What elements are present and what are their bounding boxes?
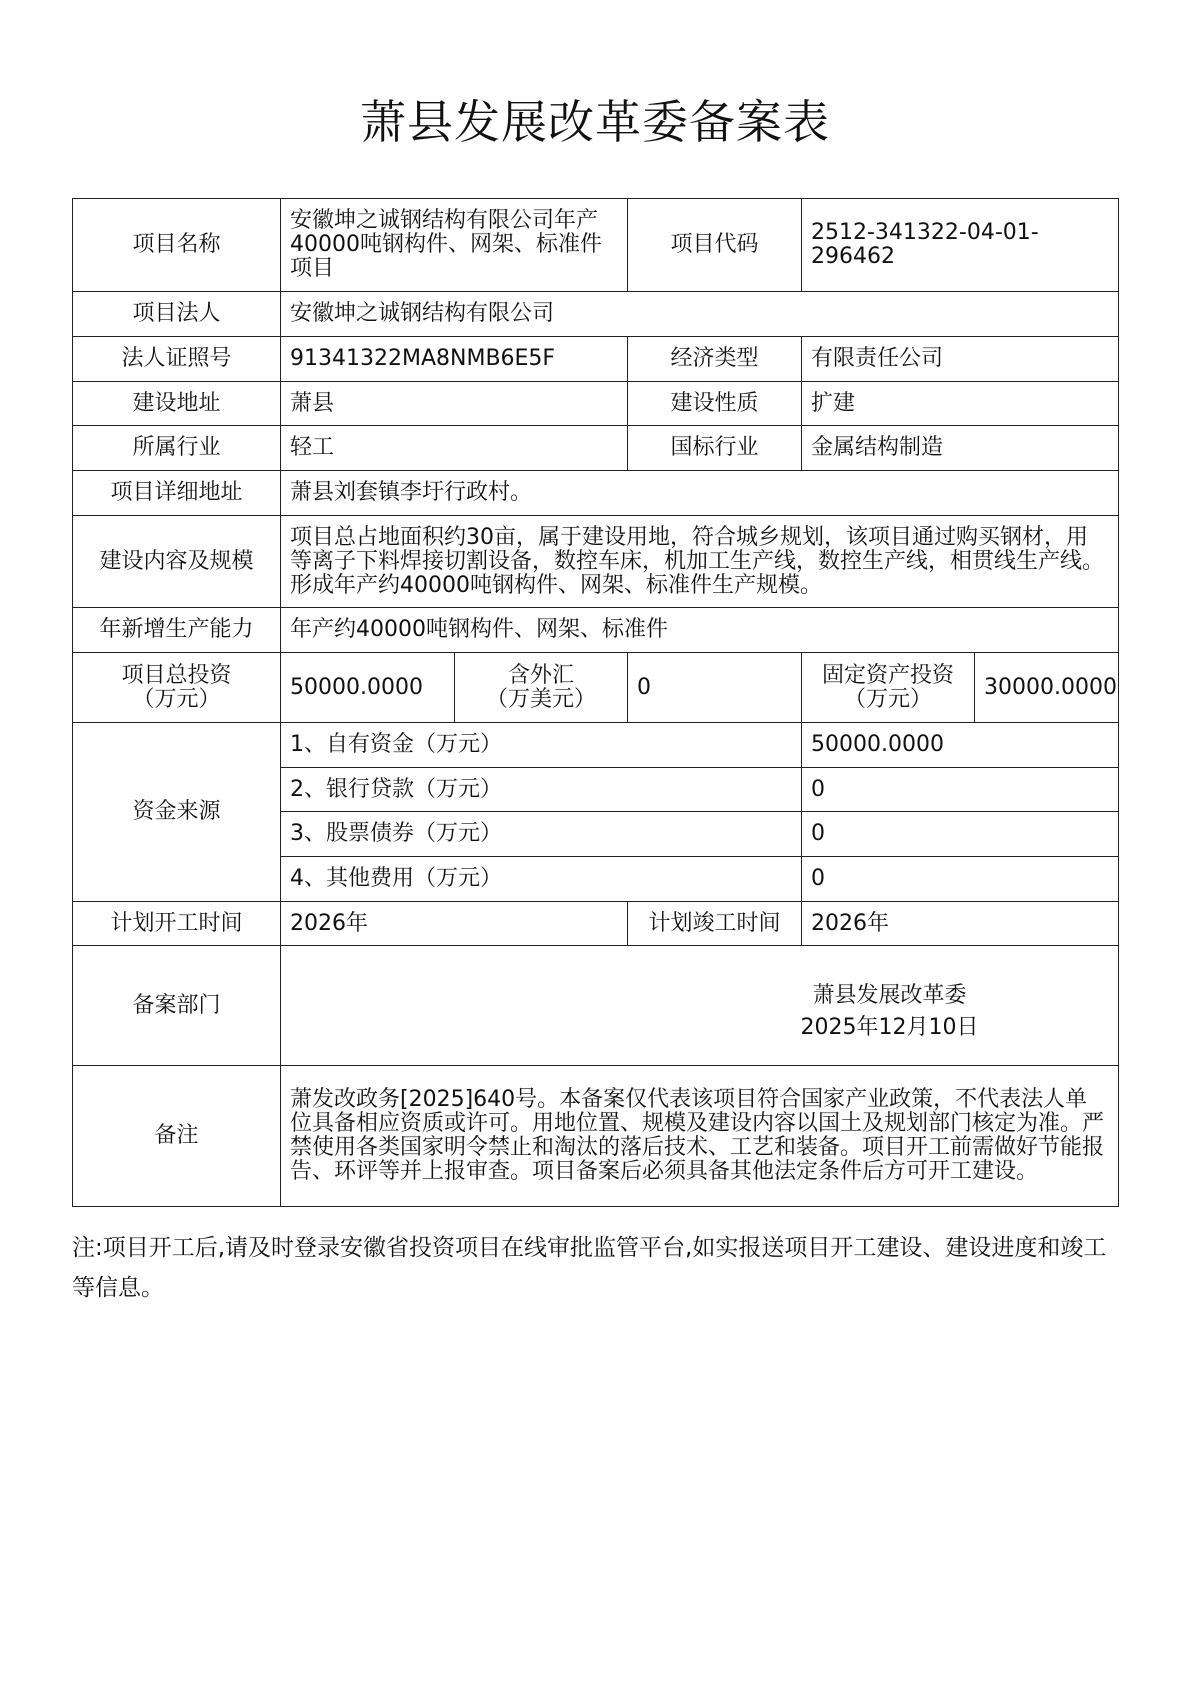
nature-value: 扩建 (802, 382, 1119, 426)
table-row (73, 471, 1119, 516)
table-row (73, 292, 1119, 337)
funding-item-value: 0 (802, 857, 1119, 902)
project-code-label: 项目代码 (628, 199, 802, 292)
funding-source-label: 资金来源 (73, 723, 281, 902)
detail-address-value: 萧县刘套镇李圩行政村。 (281, 471, 1119, 516)
content-scale-value: 项目总占地面积约30亩，属于建设用地，符合城乡规划，该项目通过购买钢材，用等离子下料焊接切割设备，数控车床，机加工生产线，数控生产线，相贯线生产线。形成年产约40000吨钢构件、网架、标准件生产规模。 (281, 516, 1119, 608)
table-row (73, 1066, 1119, 1207)
total-investment-label-line2: （万元） (132, 686, 221, 712)
filing-date: 2025年12月10日 (800, 1014, 979, 1040)
funding-item-label: 2、银行贷款（万元） (281, 768, 802, 812)
capacity-value: 年产约40000吨钢构件、网架、标准件 (281, 608, 1119, 653)
remark-label: 备注 (73, 1066, 281, 1207)
industry-label: 所属行业 (73, 426, 281, 471)
filing-department-label: 备案部门 (73, 946, 281, 1066)
filing-department-name: 萧县发展改革委 (812, 982, 967, 1008)
industry-value: 轻工 (281, 426, 628, 471)
total-investment-label-line1: 项目总投资 (121, 662, 232, 688)
table-row (73, 946, 1119, 1066)
license-no-label: 法人证照号 (73, 337, 281, 382)
fixed-asset-label (802, 653, 975, 723)
funding-item-value: 50000.0000 (802, 723, 1119, 768)
project-name-label: 项目名称 (73, 199, 281, 292)
page-title: 萧县发展改革委备案表 (360, 95, 830, 149)
table-row (73, 723, 1119, 768)
footnote: 注:项目开工后,请及时登录安徽省投资项目在线审批监管平台,如实报送项目开工建设、建设进度和竣工等信息。 (72, 1235, 1107, 1301)
forex-label-line1: 含外汇 (507, 662, 574, 688)
table-row (73, 902, 1119, 946)
filing-form-table (72, 198, 1119, 1207)
national-industry-value: 金属结构制造 (802, 426, 1119, 471)
total-investment-value: 50000.0000 (281, 653, 455, 723)
license-no-value: 91341322MA8NMB6E5F (281, 337, 628, 382)
legal-person-label: 项目法人 (73, 292, 281, 337)
funding-item-value: 0 (802, 812, 1119, 857)
economic-type-label: 经济类型 (628, 337, 802, 382)
planned-start-label: 计划开工时间 (73, 902, 281, 946)
legal-person-value: 安徽坤之诚钢结构有限公司 (281, 292, 1119, 337)
funding-item-label: 4、其他费用（万元） (281, 857, 802, 902)
planned-start-value: 2026年 (281, 902, 628, 946)
forex-label (455, 653, 628, 723)
table-row (73, 653, 1119, 723)
table-row (73, 426, 1119, 471)
total-investment-label (73, 653, 281, 723)
planned-completion-value: 2026年 (802, 902, 1119, 946)
planned-completion-label: 计划竣工时间 (628, 902, 802, 946)
forex-value: 0 (628, 653, 802, 723)
content-scale-label: 建设内容及规模 (73, 516, 281, 608)
project-code-value: 2512-341322-04-01-296462 (802, 199, 1119, 292)
project-name-value: 安徽坤之诚钢结构有限公司年产40000吨钢构件、网架、标准件项目 (281, 199, 628, 292)
site-value: 萧县 (281, 382, 628, 426)
funding-item-label: 1、自有资金（万元） (281, 723, 802, 768)
fixed-asset-value: 30000.0000 (975, 653, 1119, 723)
fixed-asset-label-line2: （万元） (843, 686, 932, 712)
table-row (73, 608, 1119, 653)
economic-type-value: 有限责任公司 (802, 337, 1119, 382)
capacity-label: 年新增生产能力 (73, 608, 281, 653)
site-label: 建设地址 (73, 382, 281, 426)
filing-department-cell (281, 946, 1119, 1066)
remark-text: 萧发改政务[2025]640号。本备案仅代表该项目符合国家产业政策，不代表法人单位具备相应资质或许可。用地位置、规模及建设内容以国土及规划部门核定为准。严禁使用各类国家明令禁止和淘汰的落后技术、工艺和装备。项目开工前需做好节能报告、环评等并上报审查。项目备案后必须具备其他法定条件后方可开工建设。 (281, 1066, 1119, 1207)
funding-item-value: 0 (802, 768, 1119, 812)
funding-item-label: 3、股票债券（万元） (281, 812, 802, 857)
fixed-asset-label-line1: 固定资产投资 (821, 662, 954, 688)
table-row (73, 199, 1119, 292)
table-row (73, 382, 1119, 426)
detail-address-label: 项目详细地址 (73, 471, 281, 516)
national-industry-label: 国标行业 (628, 426, 802, 471)
forex-label-line2: （万美元） (485, 686, 596, 712)
table-row (73, 337, 1119, 382)
nature-label: 建设性质 (628, 382, 802, 426)
table-row (73, 516, 1119, 608)
